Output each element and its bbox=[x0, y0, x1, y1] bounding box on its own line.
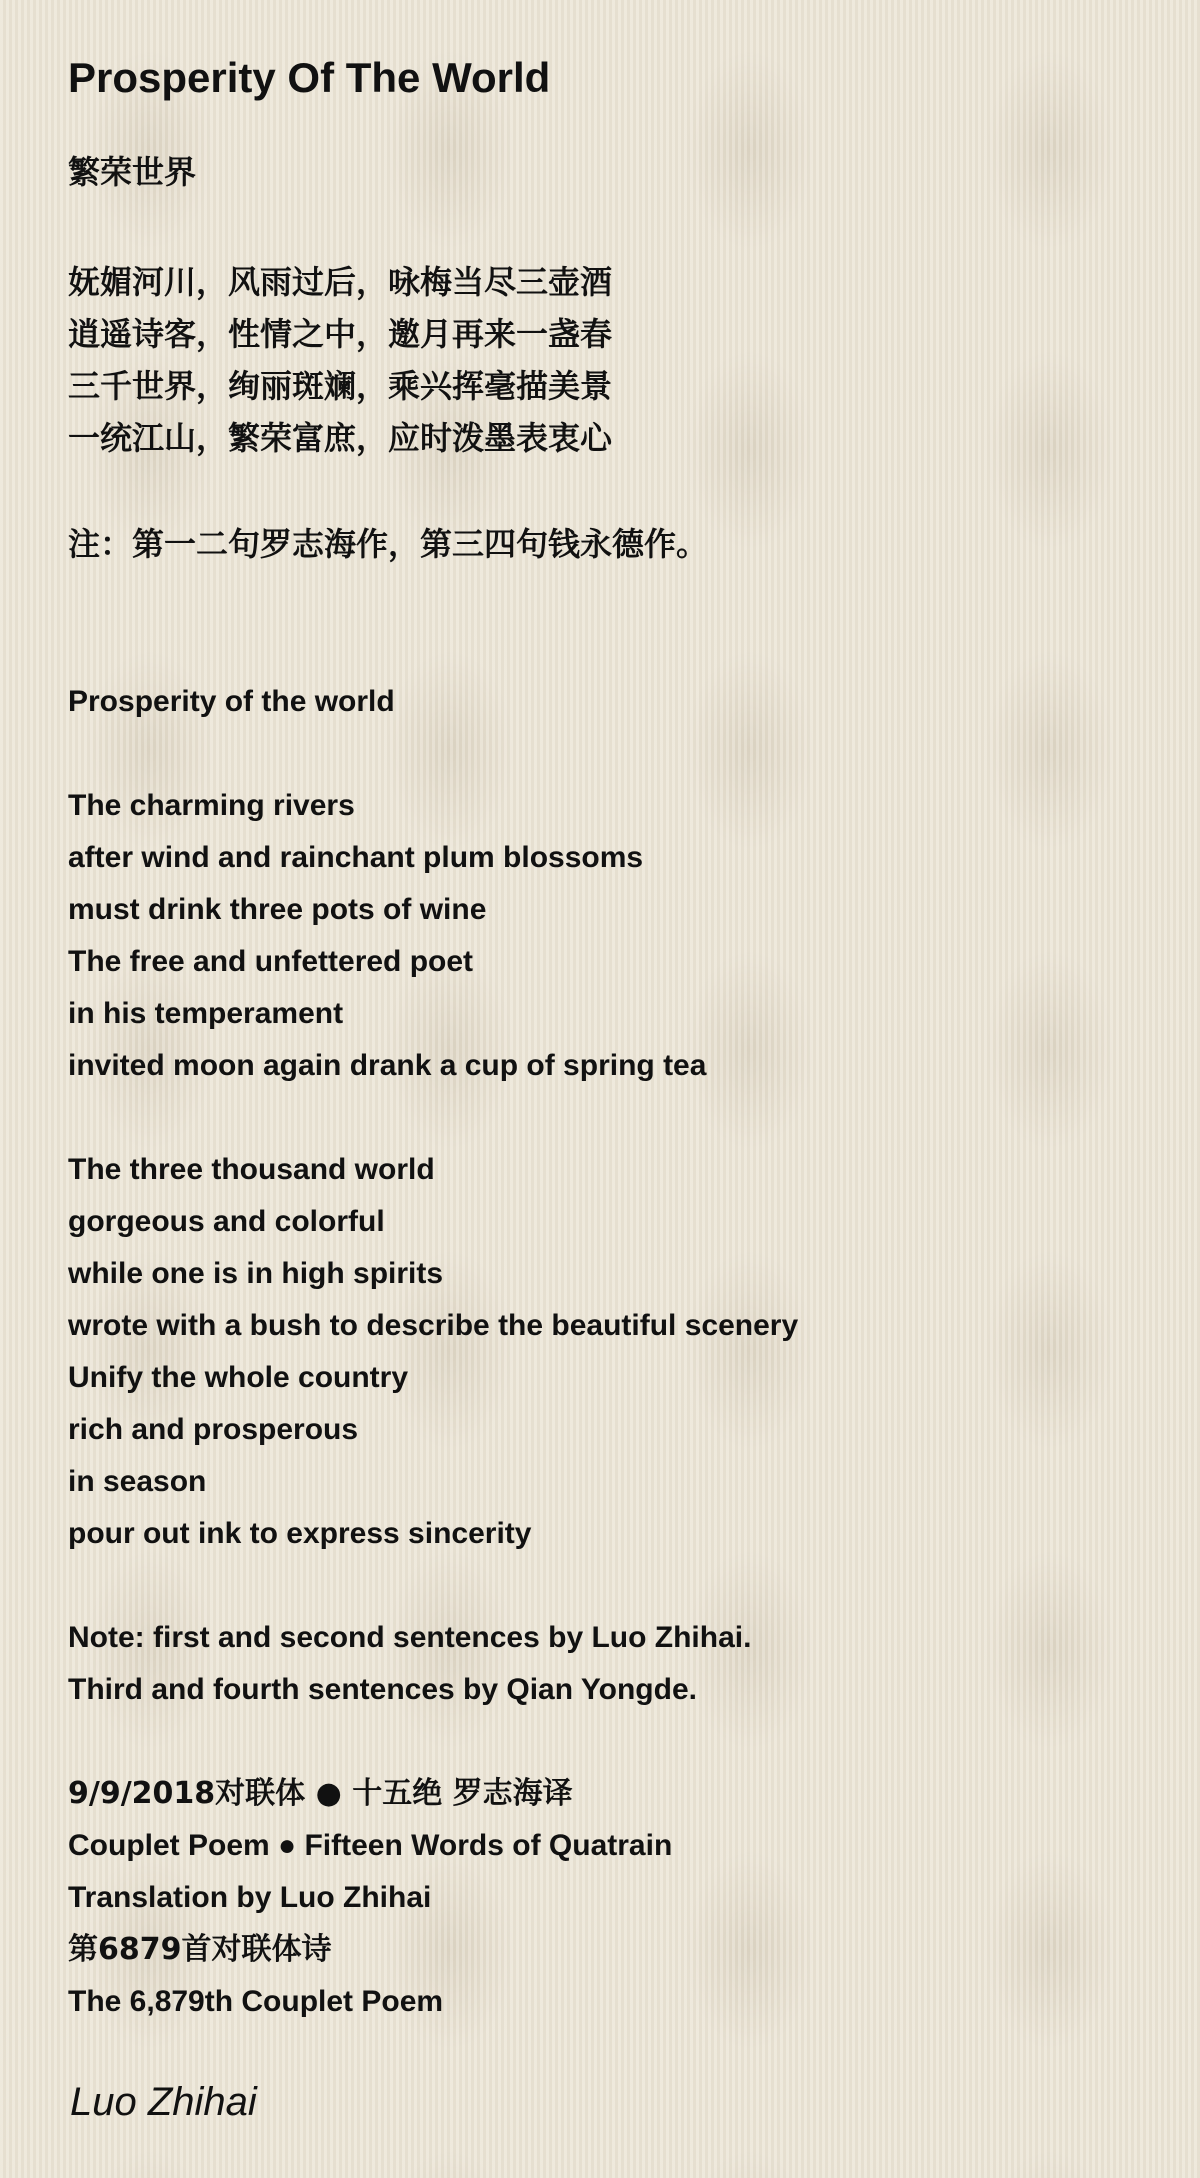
english-poem-line: in season bbox=[68, 1465, 207, 1498]
english-poem-line: must drink three pots of wine bbox=[68, 893, 487, 926]
page-title: Prosperity Of The World bbox=[68, 54, 551, 101]
english-note-line: Third and fourth sentences by Qian Yongde. bbox=[68, 1673, 697, 1706]
english-poem-line: invited moon again drank a cup of spring tea bbox=[68, 1049, 707, 1082]
author-name: Luo Zhihai bbox=[70, 2080, 257, 2124]
english-note-line: Note: first and second sentences by Luo Zhihai. bbox=[68, 1621, 752, 1654]
chinese-poem-line: 三千世界，绚丽斑斓，乘兴挥毫描美景 bbox=[68, 367, 613, 405]
footer-line-translator: Translation by Luo Zhihai bbox=[68, 1881, 432, 1914]
english-stanza-1 bbox=[68, 780, 1148, 1092]
footer-line-number-en: The 6,879th Couplet Poem bbox=[68, 1985, 444, 2018]
chinese-poem-line: 妩媚河川，风雨过后，咏梅当尽三壶酒 bbox=[68, 263, 613, 301]
chinese-poem-line: 一统江山，繁荣富庶，应时泼墨表衷心 bbox=[68, 419, 613, 457]
english-title: Prosperity of the world bbox=[68, 685, 395, 718]
poem-page bbox=[68, 50, 1148, 2028]
footer-line-form: Couplet Poem ● Fifteen Words of Quatrain bbox=[68, 1829, 673, 1862]
english-stanza-2 bbox=[68, 1144, 1148, 1560]
english-poem-line: wrote with a bush to describe the beautiful scenery bbox=[68, 1309, 799, 1342]
english-note bbox=[68, 1612, 1148, 1716]
footer-line-date: 9/9/2018对联体 ● 十五绝 罗志海译 bbox=[68, 1776, 573, 1811]
chinese-poem-line: 逍遥诗客，性情之中，邀月再来一盏春 bbox=[68, 315, 613, 353]
english-poem-line: while one is in high spirits bbox=[68, 1257, 444, 1290]
english-poem-line: Unify the whole country bbox=[68, 1361, 409, 1394]
english-poem-line: The free and unfettered poet bbox=[68, 945, 474, 978]
english-poem-line: gorgeous and colorful bbox=[68, 1205, 385, 1238]
english-poem-line: in his temperament bbox=[68, 997, 344, 1030]
poem-footer bbox=[68, 1768, 1148, 2028]
chinese-note: 注：第一二句罗志海作，第三四句钱永德作。 bbox=[68, 525, 709, 563]
chinese-title: 繁荣世界 bbox=[68, 153, 197, 191]
chinese-poem bbox=[68, 256, 1148, 464]
footer-line-number-cn: 第6879首对联体诗 bbox=[68, 1932, 332, 1967]
english-poem-line: rich and prosperous bbox=[68, 1413, 359, 1446]
english-poem-line: after wind and rainchant plum blossoms bbox=[68, 841, 644, 874]
english-poem-line: The charming rivers bbox=[68, 789, 355, 822]
english-poem-line: The three thousand world bbox=[68, 1153, 435, 1186]
english-poem-line: pour out ink to express sincerity bbox=[68, 1517, 532, 1550]
